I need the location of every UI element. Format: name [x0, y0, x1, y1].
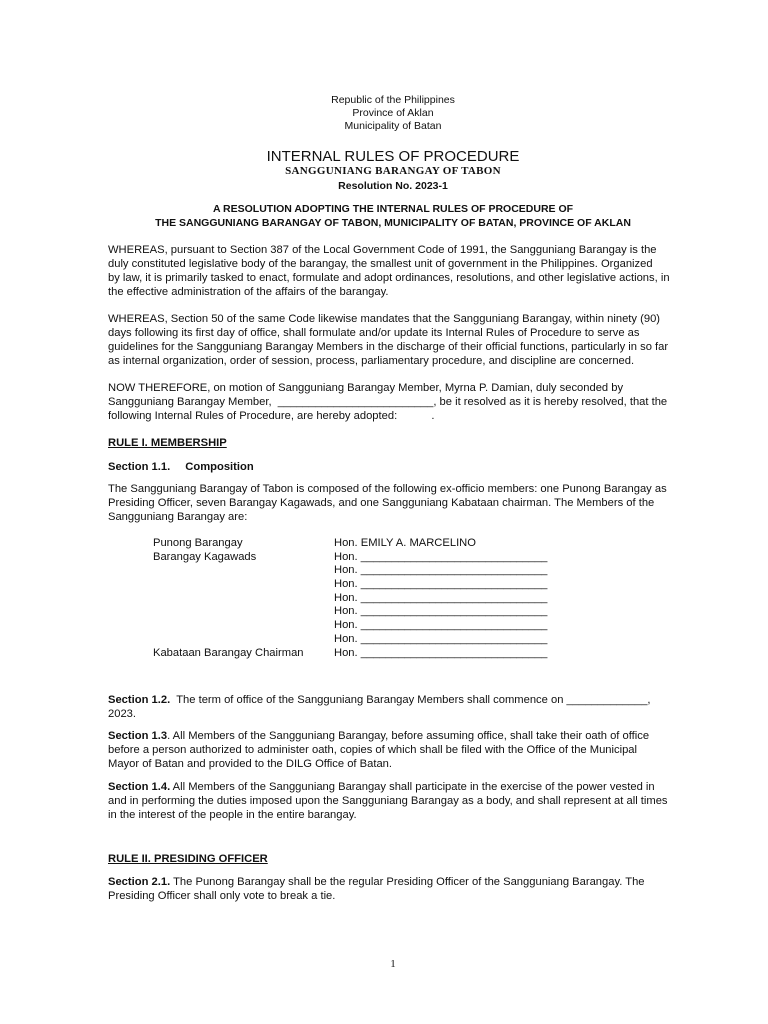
page-number: 1 [390, 958, 396, 970]
text-line: Mayor of Batan and provided to the DILG Office of Batan. [108, 758, 392, 770]
text-line: duly constituted legislative body of the barangay, the smallest unit of government in the Philippines. Organized [108, 258, 653, 270]
member-name: Hon. ______________________________ [334, 605, 548, 618]
member-row [153, 647, 547, 661]
section-title: Composition [185, 461, 254, 473]
member-role: Punong Barangay [153, 537, 243, 549]
section-label: Section 1.3 [108, 730, 168, 742]
member-row [153, 537, 547, 551]
now-therefore-paragraph [108, 381, 678, 423]
member-name: Hon. EMILY A. MARCELINO [334, 537, 476, 549]
resolution-heading-line: A RESOLUTION ADOPTING THE INTERNAL RULES OF PROCEDURE OF [212, 203, 574, 215]
resolution-heading-line: THE SANGGUNIANG BARANGAY OF TABON, MUNICIPALITY OF BATAN, PROVINCE OF AKLAN [155, 217, 631, 229]
text-line [108, 780, 678, 794]
letterhead-province: Province of Aklan [352, 107, 434, 119]
text-line: Presiding Officer shall only vote to break a tie. [108, 890, 336, 902]
member-row [153, 619, 547, 633]
members-list [153, 537, 547, 660]
text-line: days following its first day of office, shall formulate and/or update its Internal Rules of Procedure to serve as [108, 327, 640, 339]
resolution-heading [0, 202, 768, 230]
section-text: . All Members of the Sangguniang Barangay, before assuming office, shall take their oath of office [167, 730, 650, 742]
member-row [153, 605, 547, 619]
member-role [153, 578, 334, 592]
text-line: before a person authorized to administer oath, copies of which shall be filed with the Office of the Municipal [108, 744, 638, 756]
whereas-paragraph-1 [108, 243, 678, 299]
member-name: Hon. ______________________________ [334, 646, 548, 659]
member-role [153, 619, 334, 633]
member-name: Hon. ______________________________ [334, 591, 548, 604]
letterhead-municipality: Municipality of Batan [344, 120, 442, 132]
section-1-4-paragraph [108, 780, 678, 822]
member-role [153, 605, 334, 619]
rule-1-heading: RULE I. MEMBERSHIP [108, 437, 227, 449]
member-name: Hon. ______________________________ [334, 619, 548, 632]
text-line: WHEREAS, Section 50 of the same Code likewise mandates that the Sangguniang Barangay, within ninety (90) [108, 313, 661, 325]
text-line: the effective administration of the affairs of the barangay. [108, 286, 389, 298]
member-name: Hon. ______________________________ [334, 550, 548, 563]
whereas-paragraph-2 [108, 312, 678, 368]
section-1-1-heading [108, 460, 254, 474]
member-role [153, 564, 334, 578]
document-title: INTERNAL RULES OF PROCEDURE [266, 148, 520, 165]
text-line: NOW THEREFORE, on motion of Sangguniang Barangay Member, Myrna P. Damian, duly seconded by [108, 382, 624, 394]
text-line: 2023. [108, 708, 136, 720]
section-label: Section 1.4. [108, 781, 171, 793]
text-line [108, 729, 678, 743]
text-line: as internal organization, order of session, process, parliamentary procedure, and discipline are concerned. [108, 355, 635, 367]
member-name: Hon. ______________________________ [334, 564, 548, 577]
member-row [153, 564, 547, 578]
section-label: Section 1.1. [108, 461, 171, 473]
member-name: Hon. ______________________________ [334, 578, 548, 591]
document-subtitle: SANGGUNIANG BARANGAY OF TABON [285, 165, 501, 177]
member-name: Hon. ______________________________ [334, 632, 548, 645]
text-line: by law, it is primarily tasked to enact, formulate and adopt ordinances, resolutions, and other legislative actions, in [108, 272, 670, 284]
member-role [153, 633, 334, 647]
section-2-1-paragraph [108, 875, 678, 903]
member-row [153, 592, 547, 606]
letterhead-country: Republic of the Philippines [331, 94, 455, 106]
text-line: Presiding Officer, seven Barangay Kagawads, and one Sangguniang Kabataan chairman. The Members of the [108, 497, 655, 509]
text-line: guidelines for the Sangguniang Barangay Members in the discharge of their official functions, particularly in so far [108, 341, 669, 353]
member-role: Barangay Kagawads [153, 550, 257, 563]
text-line: Sangguniang Barangay Member, _________________________, be it resolved as it is hereby resolved, that the [108, 396, 668, 408]
section-text: The Punong Barangay shall be the regular Presiding Officer of the Sangguniang Barangay. The [170, 876, 645, 888]
section-1-3-paragraph [108, 729, 678, 771]
text-line [108, 693, 678, 707]
text-line: The Sangguniang Barangay of Tabon is composed of the following ex-officio members: one Punong Barangay as [108, 483, 667, 495]
text-line: in the interest of the people in the entire barangay. [108, 809, 357, 821]
section-label: Section 1.2. [108, 694, 171, 706]
section-1-2-paragraph [108, 693, 678, 721]
text-line: Sangguniang Barangay are: [108, 511, 248, 523]
section-label: Section 2.1. [108, 876, 171, 888]
text-line [108, 875, 678, 889]
text-line: following Internal Rules of Procedure, are hereby adopted: . [108, 410, 435, 422]
text-line: and in performing the duties imposed upon the Sangguniang Barangay as a body, and shall represent at all times [108, 795, 668, 807]
section-text: The term of office of the Sangguniang Barangay Members shall commence on _____________, [170, 694, 651, 706]
section-text: All Members of the Sangguniang Barangay shall participate in the exercise of the power vested in [170, 781, 655, 793]
member-role: Kabataan Barangay Chairman [153, 646, 304, 659]
resolution-number: Resolution No. 2023-1 [338, 180, 448, 192]
text-line: WHEREAS, pursuant to Section 387 of the Local Government Code of 1991, the Sangguniang Barangay is the [108, 244, 657, 256]
composition-paragraph [108, 482, 678, 524]
member-row [153, 633, 547, 647]
member-row [153, 551, 547, 565]
member-role [153, 592, 334, 606]
letterhead [0, 94, 768, 133]
member-row [153, 578, 547, 592]
rule-2-heading: RULE II. PRESIDING OFFICER [108, 853, 268, 865]
